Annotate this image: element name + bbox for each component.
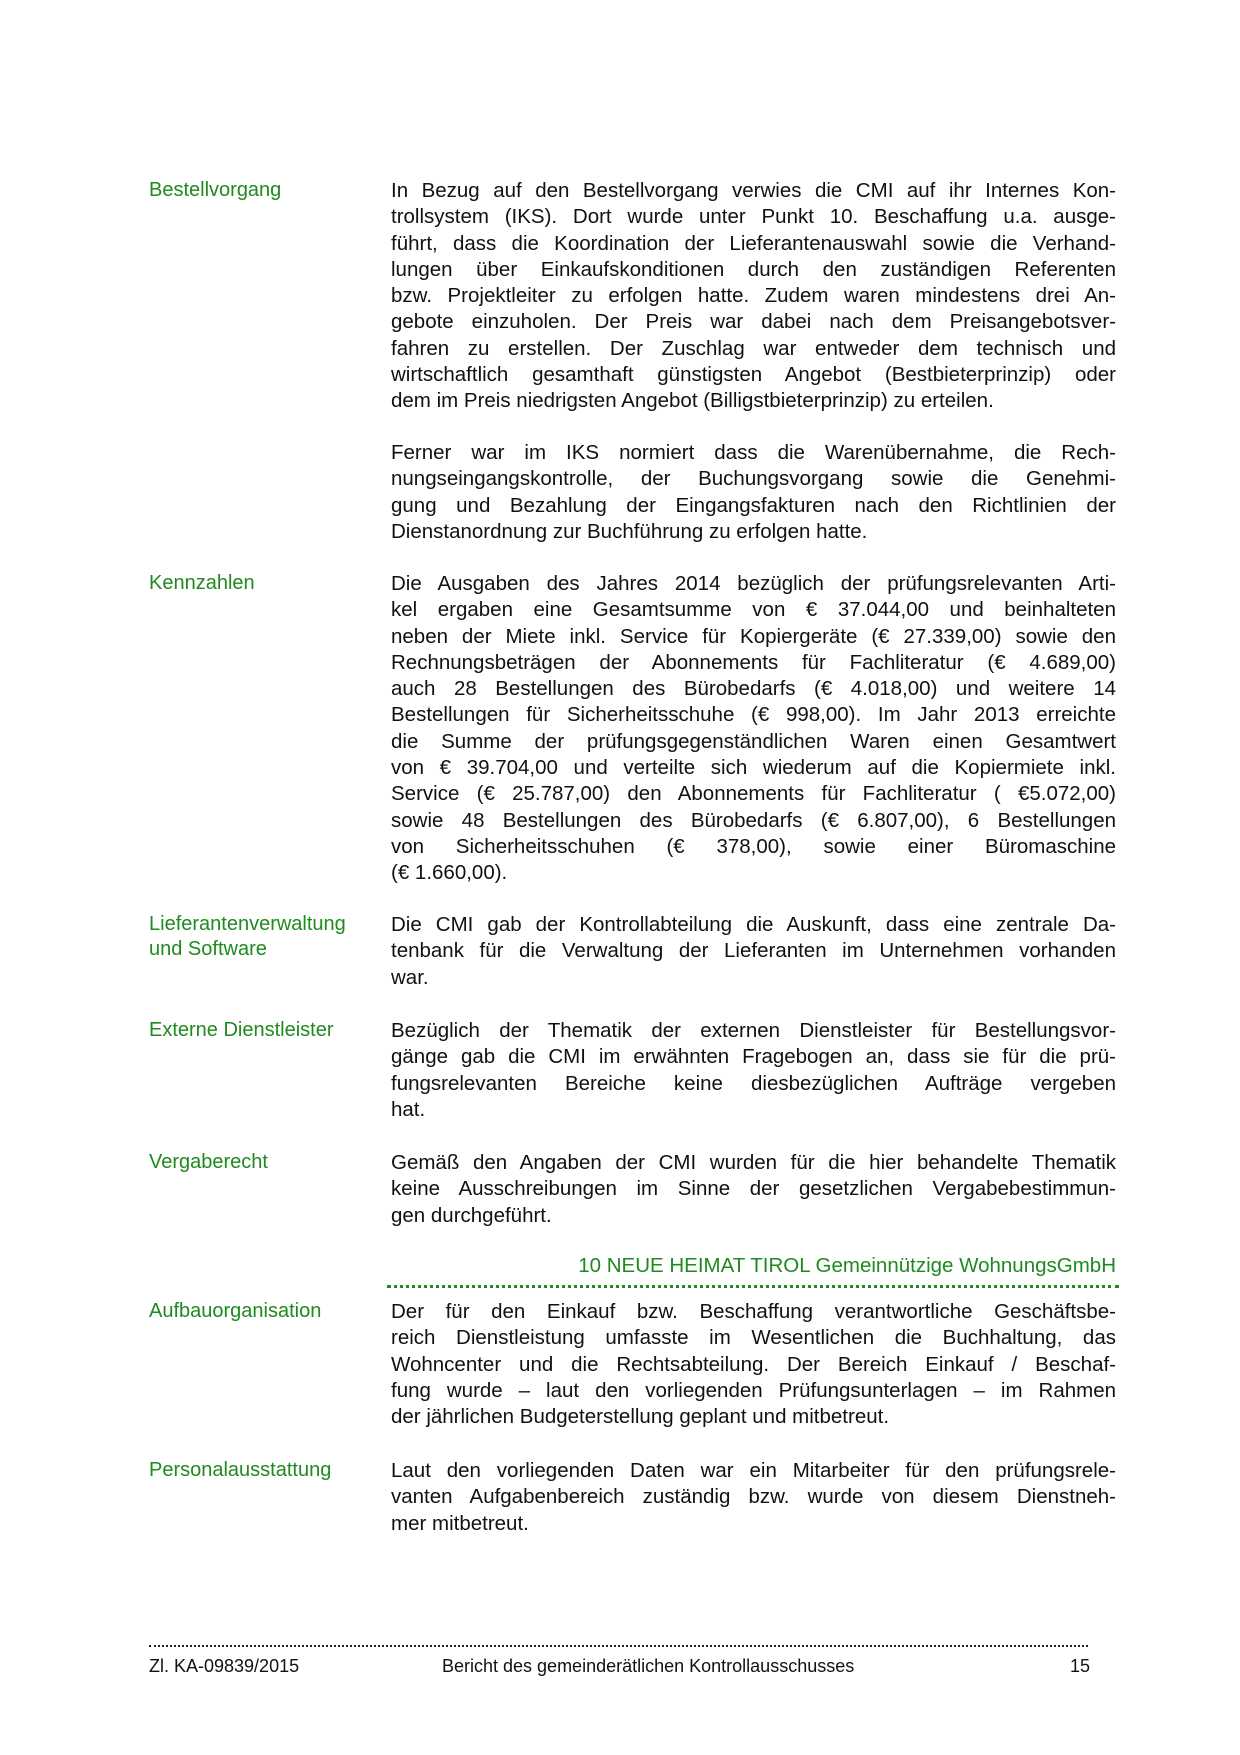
page-number: 15 bbox=[1070, 1656, 1091, 1676]
body-paragraph bbox=[391, 912, 1116, 991]
body-paragraph bbox=[391, 1150, 1116, 1229]
paragraph-line: sowie 48 Bestellungen des Bürobedarfs (€ 6.807,00), 6 Bestellungen bbox=[391, 808, 1116, 832]
section-label-line: Personalausstattung bbox=[149, 1459, 332, 1481]
paragraph-line: neben der Miete inkl. Service für Kopiergeräte (€ 27.339,00) sowie den bbox=[391, 624, 1116, 648]
paragraph-line: Wohncenter und die Rechtsabteilung. Der Bereich Einkauf / Beschaf- bbox=[391, 1352, 1116, 1376]
section-label bbox=[149, 912, 379, 962]
body-paragraph bbox=[391, 178, 1116, 415]
paragraph-line: Bezüglich der Thematik der externen Dienstleister für Bestellungsvor- bbox=[391, 1019, 1116, 1042]
section-label-line: Vergaberecht bbox=[149, 1151, 268, 1173]
paragraph-line: gen durchgeführt. bbox=[391, 1203, 552, 1227]
paragraph-line: führt, dass die Koordination der Lieferantenauswahl sowie die Verhand- bbox=[391, 231, 1116, 255]
paragraph-line: Ferner war im IKS normiert dass die Warenübernahme, die Rech- bbox=[391, 441, 1116, 464]
paragraph-line: Dienstanordnung zur Buchführung zu erfolgen hatte. bbox=[391, 519, 868, 543]
section-label-line: und Software bbox=[149, 938, 267, 960]
paragraph-line: lungen über Einkaufskonditionen durch den zuständigen Referenten bbox=[391, 257, 1116, 281]
paragraph-line: Die Ausgaben des Jahres 2014 bezüglich der prüfungsrelevanten Arti- bbox=[391, 572, 1116, 595]
paragraph-line: Service (€ 25.787,00) den Abonnements für Fachliteratur ( €5.072,00) bbox=[391, 782, 1116, 806]
paragraph-line: von € 39.704,00 und verteilte sich wiederum auf die Kopiermiete inkl. bbox=[391, 756, 1116, 780]
paragraph-line: Der für den Einkauf bzw. Beschaffung verantwortliche Geschäftsbe- bbox=[391, 1300, 1116, 1323]
paragraph-line: keine Ausschreibungen im Sinne der gesetzlichen Vergabebestimmun- bbox=[391, 1177, 1116, 1201]
paragraph-line: gung und Bezahlung der Eingangsfakturen nach den Richtlinien der bbox=[391, 493, 1116, 517]
paragraph-line: Laut den vorliegenden Daten war ein Mitarbeiter für den prüfungsrele- bbox=[391, 1459, 1116, 1482]
section-label bbox=[149, 1018, 379, 1043]
section-label-line: Externe Dienstleister bbox=[149, 1019, 334, 1041]
paragraph-line: fahren zu erstellen. Der Zuschlag war entweder dem technisch und bbox=[391, 336, 1116, 360]
paragraph-line: dem im Preis niedrigsten Angebot (Billigstbieterprinzip) zu erteilen. bbox=[391, 389, 994, 413]
section-label-line: Lieferantenverwaltung bbox=[149, 913, 346, 935]
footer-rule bbox=[149, 1645, 1088, 1647]
section-label-line: Kennzahlen bbox=[149, 572, 255, 594]
section-label bbox=[149, 571, 379, 596]
paragraph-line: vanten Aufgabenbereich zuständig bzw. wurde von diesem Dienstneh- bbox=[391, 1485, 1116, 1509]
paragraph-line: fungsrelevanten Bereiche keine diesbezüglichen Aufträge vergeben bbox=[391, 1071, 1116, 1095]
body-paragraph bbox=[391, 1299, 1116, 1430]
paragraph-line: tenbank für die Verwaltung der Lieferanten im Unternehmen vorhanden bbox=[391, 939, 1116, 963]
paragraph-line: (€ 1.660,00). bbox=[391, 861, 508, 885]
paragraph-line: die Summe der prüfungsgegenständlichen Waren einen Gesamtwert bbox=[391, 729, 1116, 753]
section-label bbox=[149, 1150, 379, 1175]
paragraph-line: von Sicherheitsschuhen (€ 378,00), sowie einer Büromaschine bbox=[391, 834, 1116, 858]
body-paragraph bbox=[391, 571, 1116, 887]
paragraph-line: trollsystem (IKS). Dort wurde unter Punkt 10. Beschaffung u.a. ausge- bbox=[391, 205, 1116, 229]
section-label-line: Bestellvorgang bbox=[149, 179, 282, 201]
section-label bbox=[149, 1458, 379, 1483]
paragraph-line: reich Dienstleistung umfasste im Wesentlichen die Buchhaltung, das bbox=[391, 1326, 1116, 1350]
paragraph-line: Bestellungen für Sicherheitsschuhe (€ 998,00). Im Jahr 2013 erreichte bbox=[391, 703, 1116, 727]
paragraph-line: gebote einzuholen. Der Preis war dabei nach dem Preisangebotsver- bbox=[391, 310, 1116, 334]
body-paragraph bbox=[391, 440, 1116, 545]
section-label bbox=[149, 178, 379, 203]
body-paragraph bbox=[391, 1458, 1116, 1537]
paragraph-line: auch 28 Bestellungen des Bürobedarfs (€ 4.018,00) und weitere 14 bbox=[391, 677, 1116, 701]
section-label-line: Aufbauorganisation bbox=[149, 1300, 322, 1322]
chapter-heading: 10 NEUE HEIMAT TIROL Gemeinnützige WohnungsGmbH bbox=[578, 1254, 1116, 1277]
paragraph-line: fung wurde – laut den vorliegenden Prüfungsunterlagen – im Rahmen bbox=[391, 1378, 1116, 1402]
paragraph-line: gänge gab die CMI im erwähnten Fragebogen an, dass sie für die prü- bbox=[391, 1045, 1116, 1069]
paragraph-line: kel ergaben eine Gesamtsumme von € 37.044,00 und beinhalteten bbox=[391, 598, 1116, 622]
paragraph-line: In Bezug auf den Bestellvorgang verwies die CMI auf ihr Internes Kon- bbox=[391, 179, 1116, 202]
paragraph-line: bzw. Projektleiter zu erfolgen hatte. Zudem waren mindestens drei An- bbox=[391, 284, 1116, 308]
paragraph-line: mer mitbetreut. bbox=[391, 1511, 529, 1535]
paragraph-line: Rechnungsbeträgen der Abonnements für Fachliteratur (€ 4.689,00) bbox=[391, 650, 1116, 674]
paragraph-line: war. bbox=[391, 965, 429, 989]
paragraph-line: der jährlichen Budgeterstellung geplant und mitbetreut. bbox=[391, 1405, 890, 1429]
paragraph-line: Gemäß den Angaben der CMI wurden für die hier behandelte Thematik bbox=[391, 1151, 1116, 1174]
paragraph-line: hat. bbox=[391, 1097, 426, 1121]
paragraph-line: wirtschaftlich gesamthaft günstigsten Angebot (Bestbieterprinzip) oder bbox=[391, 363, 1116, 387]
footer-reference: Zl. KA-09839/2015 bbox=[149, 1656, 300, 1676]
footer-title: Bericht des gemeinderätlichen Kontrollausschusses bbox=[442, 1656, 855, 1676]
chapter-heading-rule bbox=[387, 1285, 1119, 1288]
paragraph-line: Die CMI gab der Kontrollabteilung die Auskunft, dass eine zentrale Da- bbox=[391, 913, 1116, 936]
section-label bbox=[149, 1299, 379, 1324]
body-paragraph bbox=[391, 1018, 1116, 1123]
paragraph-line: nungseingangskontrolle, der Buchungsvorgang sowie die Genehmi- bbox=[391, 467, 1116, 491]
